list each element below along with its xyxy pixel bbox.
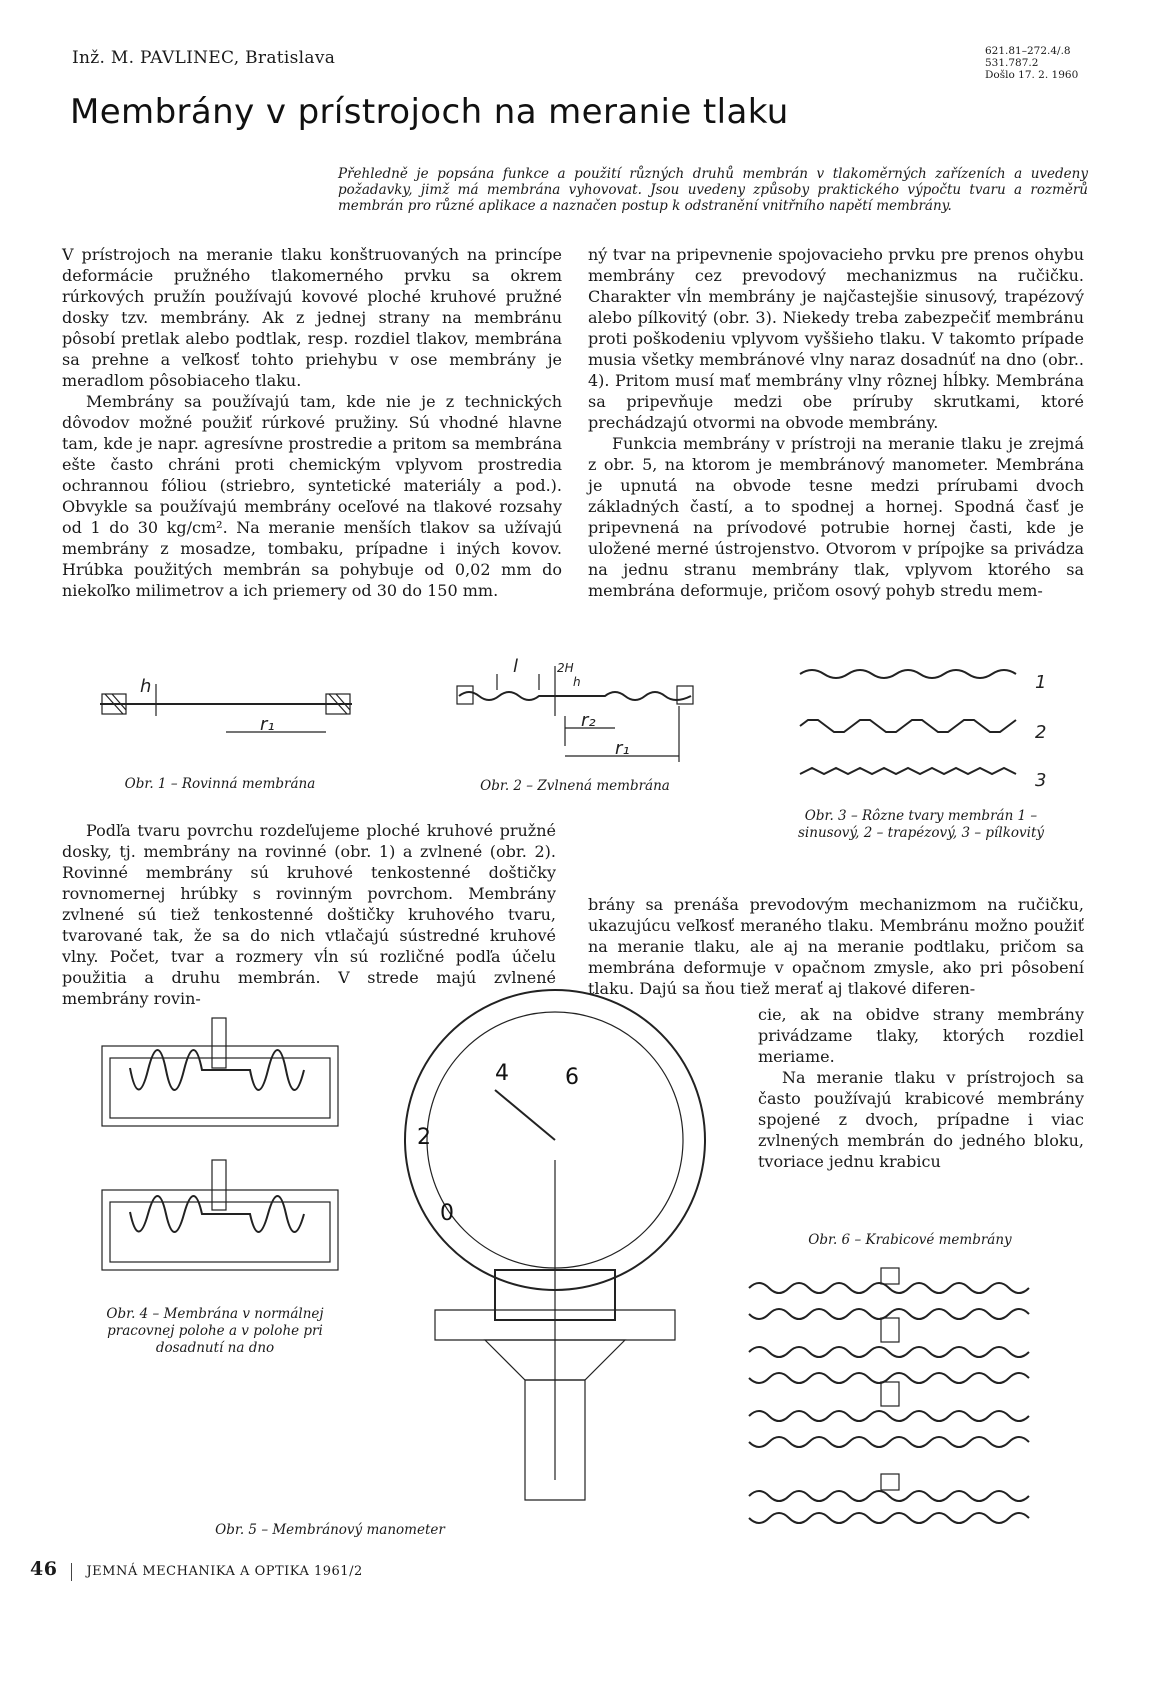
page-number: 46 <box>30 1558 58 1580</box>
figure-1-caption: Obr. 1 – Rovinná membrána <box>124 776 316 792</box>
paragraph: brány sa prenáša prevodovým mechanizmom na ručičku, ukazujúcu veľkosť meraného tlaku. Membránu možno použiť na meranie tlaku, ale aj na meranie podtlaku, pričom sa membrána deformuje v opačnom zmysle, ako pri pôsobení tlaku. Dajú sa ňou tiež merať aj tlakové diferen- <box>588 895 1084 998</box>
figure-3-caption: Obr. 3 – Rôzne tvary membrán 1 – sinusový, 2 – trapézový, 3 – pílkovitý <box>798 808 1044 841</box>
figure-2-caption: Obr. 2 – Zvlnená membrána <box>480 778 670 794</box>
body-middle-left <box>62 820 556 1009</box>
figure-2-corrugated-membrane <box>455 656 695 766</box>
paragraph: V prístrojoch na meranie tlaku konštruovaných na princípe deformácie pružného tlakomerného prvku sa okrem rúrkových pružín používajú kovové ploché kruhové pružné dosky tzv. membrány. Ak z jednej strany na membránu pôsobí pretlak alebo podtlak, resp. rozdiel tlakov, membrána sa prehne a veľkosť tohto priehybu v ose membrány je meradlom pôsobiaceho tlaku. <box>62 245 562 390</box>
fig3-label-2: 2 <box>1035 722 1047 743</box>
udc-code-2: 531.787.2 <box>985 57 1039 69</box>
fig3-label-3: 3 <box>1035 770 1047 791</box>
paragraph: Membrány sa používajú tam, kde nie je z technických dôvodov možné použiť rúrkové pružiny. Sú vhodné hlavne tam, kde je napr. agresívne prostredie a pritom sa membrána ešte často chráni proti chemickým vplyvom prostredia ochrannou fóliou (striebro, syntetické materiály a pod.). Obvykle sa používajú membrány oceľové na tlakové rozsahy od 1 do 30 kg/cm². Na meranie menších tlakov sa užívajú membrány z mosadze, tombaku, prípadne i iných kovov. Hrúbka použitých membrán sa pohybuje od 0,02 mm do niekoľko milimetrov a ich priemery od 30 do 150 mm. <box>62 392 562 600</box>
author-line: Inž. M. PAVLINEC, Bratislava <box>72 48 336 68</box>
fig1-label-h: h <box>140 676 152 697</box>
footer-divider <box>71 1563 72 1581</box>
paragraph: ný tvar na pripevnenie spojovacieho prvku pre prenos ohybu membrány cez prevodový mechanizmus na ručičku. Charakter vĺn membrány je najčastejšie sinusový, trapézový alebo pílkovitý (obr. 3). Niekedy treba zabezpečiť membránu proti poškodeniu vplyvom vyššieho tlaku. V takomto prípade musia všetky membránové vlny naraz dosadnúť na dno (obr.. 4). Pritom musí mať membrány vlny rôznej hĺbky. Membrána sa pripevňuje medzi obe príruby skrutkami, ktoré prechádzajú otvormi na obvode membrány. <box>588 245 1084 432</box>
figure-4-membrane-positions <box>100 1010 340 1280</box>
paragraph: Funkcia membrány v prístroji na meranie tlaku je zrejmá z obr. 5, na ktorom je membránový manometer. Membrána je upnutá na obvode tesne medzi prírubami dvoch základných častí, a to spodnej a hornej. Spodná časť je pripevnená na prívodové potrubie hornej časti, kde je uložené merné ústrojenstvo. Otvorom v prípojke sa privádza na jednu stranu membrány tlak, vplyvom ktorého sa membrána deformuje, pričom osový pohyb stredu mem- <box>588 434 1084 600</box>
fig2-label-r1: r₁ <box>615 738 630 759</box>
paragraph: cie, ak na obidve strany membrány privádzame tlaky, ktorých rozdiel meriame. <box>758 1005 1084 1066</box>
body-column-2 <box>588 244 1084 601</box>
fig2-label-h: h <box>573 675 581 689</box>
paragraph: Na meranie tlaku v prístrojoch sa často používajú krabicové membrány spojené z dvoch, prípadne i viac zvlnených membrán do jedného bloku, tvoriace jednu krabicu <box>758 1068 1084 1171</box>
figure-4-caption: Obr. 4 – Membrána v normálnej pracovnej polohe a v polohe pri dosadnutí na dno <box>106 1306 324 1356</box>
fig2-label-l: l <box>513 656 519 677</box>
received-date: Došlo 17. 2. 1960 <box>985 69 1079 81</box>
dial-value-6: 6 <box>565 1065 579 1090</box>
fig1-label-r1: r₁ <box>260 714 275 735</box>
figure-5-membrane-manometer <box>395 1020 715 1520</box>
dial-value-0: 0 <box>440 1201 454 1226</box>
abstract: Přehledně je popsána funkce a použití různých druhů membrán v tlakoměrných zařízeních a uvedeny požadavky, jimž má membrána vyhovovat. Jsou uvedeny způsoby praktického výpočtu tvaru a rozměrů membrán pro různé aplikace a naznačen postup k odstranění vnitřního napětí membrány. <box>338 166 1088 214</box>
article-title: Membrány v prístrojoch na meranie tlaku <box>70 92 789 132</box>
figure-6-caption: Obr. 6 – Krabicové membrány <box>808 1232 1012 1248</box>
classification-block <box>985 45 1078 81</box>
figure-6-capsule-membranes <box>745 1268 1045 1528</box>
page-footer <box>30 1558 363 1581</box>
figure-1-flat-membrane <box>100 670 360 740</box>
dial-value-2: 2 <box>417 1125 431 1150</box>
figure-5-caption: Obr. 5 – Membránový manometer <box>215 1522 445 1538</box>
fig2-label-2H: 2H <box>557 661 574 675</box>
figure-3-membrane-shapes <box>800 664 1080 791</box>
fig2-label-r2: r₂ <box>581 710 596 731</box>
body-right-narrow <box>758 1004 1084 1172</box>
journal-name: JEMNÁ MECHANIKA A OPTIKA 1961/2 <box>86 1564 363 1579</box>
body-column-1 <box>62 244 562 601</box>
body-middle-right <box>588 894 1084 999</box>
paragraph: Podľa tvaru povrchu rozdeľujeme ploché kruhové pružné dosky, tj. membrány na rovinné (obr. 1) a zvlnené (obr. 2). Rovinné membrány sú kruhové tenkostenné doštičky rovnomernej hrúbky s rovinným povrchom. Membrány zvlnené sú tiež tenkostenné doštičky kruhového tvaru, tvarované tak, že sa do nich vtlačajú sústredné kruhové vlny. Počet, tvar a rozmery vĺn sú rozličné podľa účelu použitia a druhu membrán. V strede majú zvlnené membrány rovin- <box>62 821 556 1008</box>
fig3-label-1: 1 <box>1035 672 1047 693</box>
udc-code-1: 621.81–272.4/.8 <box>985 45 1071 57</box>
dial-value-4: 4 <box>495 1061 509 1086</box>
